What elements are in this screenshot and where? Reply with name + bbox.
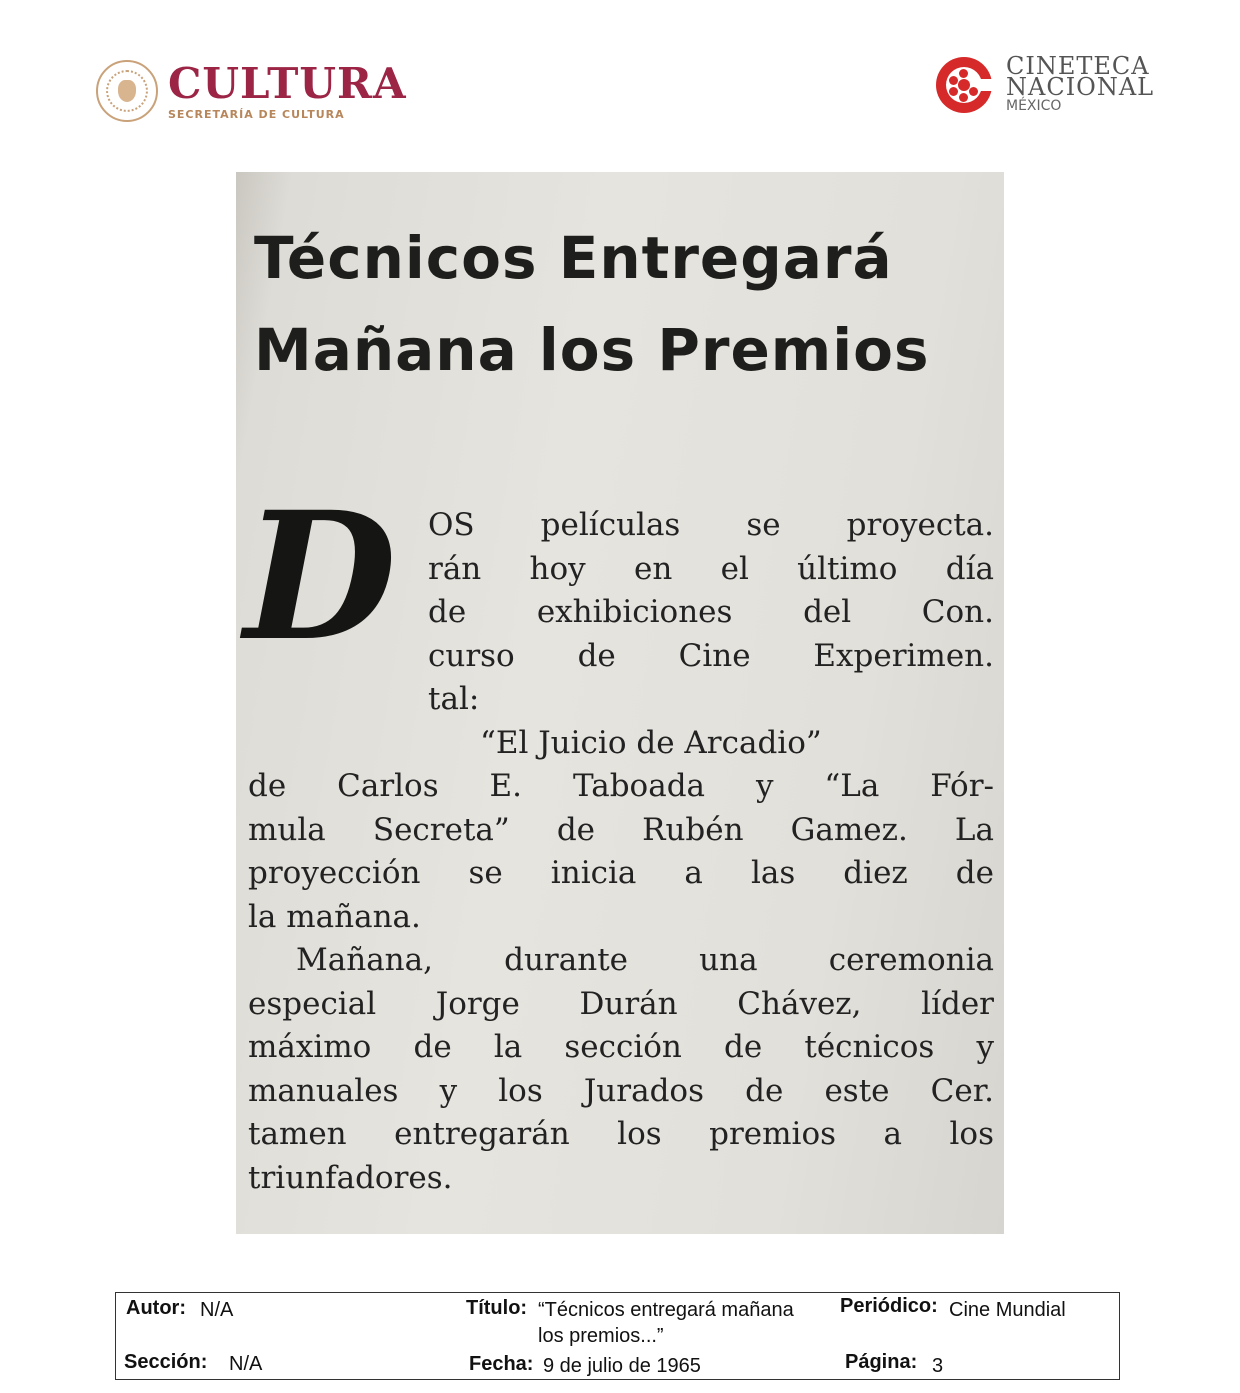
cultura-wordmark <box>168 58 407 121</box>
headline-line-1: Técnicos Entregará <box>254 224 893 292</box>
body-line: triunfadores. <box>248 1159 453 1196</box>
cineteca-wordmark <box>1006 52 1155 114</box>
body-line: proyección se inicia a las diez de <box>248 855 994 891</box>
body-line: máximo de la sección de técnicos y <box>248 1029 994 1065</box>
body-line: “El Juicio de Arcadio” <box>480 724 822 761</box>
body-line: la mañana. <box>248 898 421 935</box>
cultura-logo <box>96 56 407 126</box>
periodico-label: Periódico: <box>840 1295 938 1317</box>
titulo-label: Título: <box>466 1297 528 1319</box>
body-line: de Carlos E. Taboada y “La Fór- <box>248 768 994 804</box>
body-line: tal: <box>428 681 480 717</box>
periodico-value: Cine Mundial <box>949 1299 1066 1321</box>
body-line: rán hoy en el último día <box>428 550 994 587</box>
pagina-value: 3 <box>932 1355 944 1377</box>
cultura-subtitle: SECRETARÍA DE CULTURA <box>168 107 345 121</box>
body-line: de exhibiciones del Con. <box>428 594 994 630</box>
body-line: tamen entregarán los premios a los <box>248 1116 994 1152</box>
pagina-label: Página: <box>845 1351 918 1373</box>
body-line: curso de Cine Experimen. <box>428 637 994 674</box>
drop-cap: D <box>244 473 397 680</box>
article-headline <box>254 212 954 396</box>
titulo-value-line2: los premios...” <box>538 1325 664 1347</box>
titulo-value-line1: “Técnicos entregará mañana <box>538 1299 794 1321</box>
fecha-label: Fecha: <box>469 1353 534 1375</box>
film-reel-icon <box>936 57 992 113</box>
cultura-title: CULTURA <box>168 58 407 108</box>
seccion-label: Sección: <box>124 1351 208 1373</box>
coat-of-arms-seal-icon <box>96 60 158 122</box>
cineteca-line2: NACIONAL <box>1006 73 1155 101</box>
metadata-box <box>115 1292 1120 1380</box>
headline-line-2: Mañana los Premios <box>254 316 930 384</box>
cineteca-line1: CINETECA <box>1006 52 1150 80</box>
article-body <box>248 504 994 1200</box>
body-line: especial Jorge Durán Chávez, líder <box>248 985 994 1022</box>
newspaper-clipping <box>236 172 1004 1234</box>
seccion-value: N/A <box>229 1353 263 1375</box>
cineteca-logo <box>936 52 1155 114</box>
cineteca-line3: MÉXICO <box>1006 98 1062 114</box>
body-line: OS películas se proyecta. <box>428 507 994 543</box>
body-line: Mañana, durante una ceremonia <box>296 942 994 978</box>
body-line: manuales y los Jurados de este Cer. <box>248 1072 994 1109</box>
autor-label: Autor: <box>126 1297 186 1319</box>
fecha-value: 9 de julio de 1965 <box>543 1355 701 1377</box>
body-line: mula Secreta” de Rubén Gamez. La <box>248 811 994 848</box>
autor-value: N/A <box>200 1299 234 1321</box>
